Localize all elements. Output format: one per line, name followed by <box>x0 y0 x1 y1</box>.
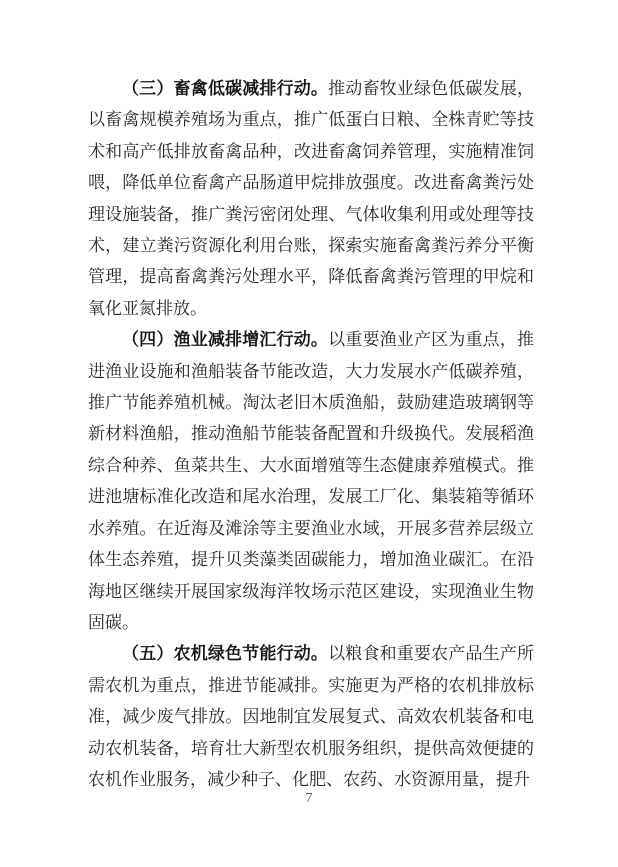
paragraph-heading: （四）渔业减排增汇行动。 <box>122 330 329 350</box>
paragraph-fishery-emission-reduction <box>88 324 534 638</box>
paragraph-text: 推动畜牧业绿色低碳发展，以畜禽规模养殖场为重点，推广低蛋白日粮、全株青贮等技术和高产低排放畜禽品种，改进畜禽饲养管理，实施精准饲喂，降低单位畜禽产品肠道甲烷排放强度。改进畜禽粪污处理设施装备，推广粪污密闭处理、气体收集利用或处理等技术，建立粪污资源化利用台账，探索实施畜禽粪污养分平衡管理，提高畜禽粪污处理水平，降低畜禽粪污管理的甲烷和氧化亚氮排放。 <box>88 79 535 318</box>
page-number: 7 <box>305 791 313 806</box>
page-footer <box>0 789 618 807</box>
paragraph-agri-machinery-energy-saving <box>88 638 534 795</box>
paragraph-heading: （五）农机绿色节能行动。 <box>122 644 329 664</box>
document-body <box>88 73 534 795</box>
paragraph-livestock-low-carbon <box>88 73 534 324</box>
paragraph-text: 以重要渔业产区为重点，推进渔业设施和渔船装备节能改造，大力发展水产低碳养殖，推广节能养殖机械。淘汰老旧木质渔船，鼓励建造玻璃钢等新材料渔船，推动渔船节能装备配置和升级换代。发展稻渔综合种养、鱼菜共生、大水面增殖等生态健康养殖模式。推进池塘标准化改造和尾水治理，发展工厂化、集装箱等循环水养殖。在近海及滩涂等主要渔业水域，开展多营养层级立体生态养殖，提升贝类藻类固碳能力，增加渔业碳汇。在沿海地区继续开展国家级海洋牧场示范区建设，实现渔业生物固碳。 <box>88 330 535 632</box>
paragraph-text: 以粮食和重要农产品生产所需农机为重点，推进节能减排。实施更为严格的农机排放标准，减少废气排放。因地制宜发展复式、高效农机装备和电动农机装备，培育壮大新型农机服务组织，提供高效便捷的农机作业服务，减少种子、化肥、农药、水资源用量，提升 <box>88 644 535 789</box>
paragraph-heading: （三）畜禽低碳减排行动。 <box>122 79 329 98</box>
